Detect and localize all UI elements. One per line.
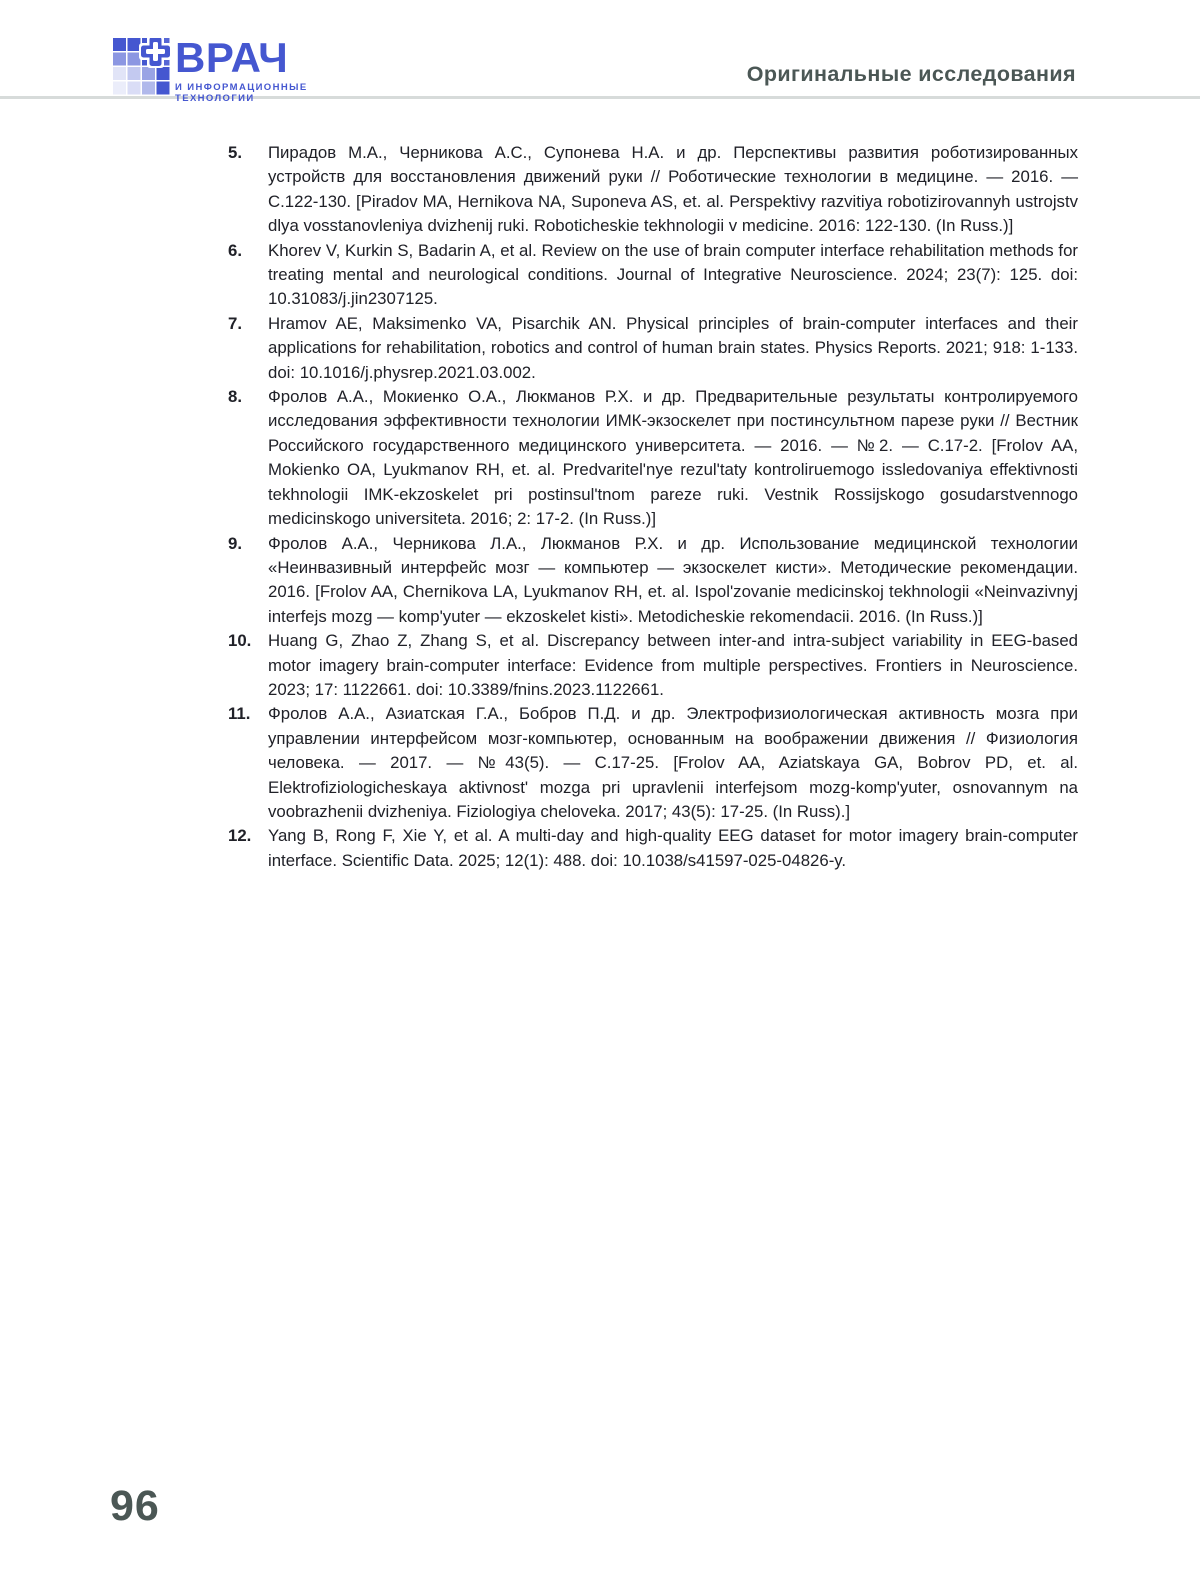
reference-item-9 <box>228 532 1078 630</box>
reference-number: 6. <box>228 240 242 260</box>
reference-text: Hramov AE, Maksimenko VA, Pisarchik AN. Physical principles of brain-computer interfaces and their applications for rehabilitation, robotics and control of human brain states. Physics Reports. 2021; 918: 1-133. doi: 10.1016/j.physrep.2021.03.002. <box>268 313 1078 382</box>
reference-number: 9. <box>228 533 242 553</box>
reference-text: Yang B, Rong F, Xie Y, et al. A multi-day and high-quality EEG dataset for motor imagery brain-computer interface. Scientific Data. 2025; 12(1): 488. doi: 10.1038/s41597-025-04826-y. <box>268 826 1078 870</box>
reference-text: Khorev V, Kurkin S, Badarin A, et al. Review on the use of brain computer interface rehabilitation methods for treating mental and neurological conditions. Journal of Integrative Neuroscience. 2024; 23(7): 125. doi: 10.31083/j.jin2307125. <box>268 240 1078 309</box>
reference-text: Фролов А.А., Азиатская Г.А., Бобров П.Д. и др. Электрофизиологическая активность мозга при управлении интерфейсом мозг-компьютер, основанным на воображении движения // Физиология человека. — 2017. — №43(5). — С.17-25. [Frolov AA, Aziatskaya GA, Bobrov PD, et. al. Elektrofiziologicheskaya aktivnost' mozga pri upravlenii interfejsom mozg-komp'yuter, osnovannym na voobrazhenii dvizheniya. Fiziologiya cheloveka. 2017; 43(5): 17-25. (In Russ).] <box>268 704 1078 821</box>
logo-grid-cross-icon <box>113 38 173 98</box>
reference-item-6 <box>228 239 1078 312</box>
reference-text: Фролов А.А., Черникова Л.А., Люкманов Р.Х. и др. Использование медицинской технологии «Неинвазивный интерфейс мозг — компьютер — экзоскелет кисти». Методические рекомендации. 2016. [Frolov AA, Chernikova LA, Lyukmanov RH, et. al. Ispol'zovanie medicinskoj tekhnologii «Neinvazivnyj interfejs mozg — komp'yuter — ekzoskelet kisti». Metodicheskie rekomendacii. 2016. (In Russ.)] <box>268 533 1078 626</box>
reference-item-10 <box>228 629 1078 702</box>
page-number: 96 <box>110 1482 160 1530</box>
reference-item-11 <box>228 702 1078 824</box>
reference-number: 7. <box>228 313 242 333</box>
reference-item-12 <box>228 824 1078 873</box>
logo-text <box>175 34 308 105</box>
reference-number: 10. <box>228 631 252 651</box>
section-title: Оригинальные исследования <box>746 62 1076 86</box>
journal-logo <box>113 34 308 105</box>
reference-number: 12. <box>228 826 252 846</box>
reference-text: Huang G, Zhao Z, Zhang S, et al. Discrepancy between inter-and intra-subject variability in EEG-based motor imagery brain-computer interface: Evidence from multiple perspectives. Frontiers in Neuroscience. 2023; 17: 1122661. doi: 10.3389/fnins.2023.1122661. <box>268 631 1078 699</box>
page-header <box>0 0 1200 105</box>
reference-number: 8. <box>228 387 242 407</box>
reference-item-5 <box>228 141 1078 239</box>
reference-text: Фролов А.А., Мокиенко О.А., Люкманов Р.Х. и др. Предварительные результаты контролируемого исследования эффективности технологии ИМК-экзоскелет при постинсультном парезе руки // Вестник Российского государственного медицинского университета. — 2016. — №2. — С.17-2. [Frolov AA, Mokienko OA, Lyukmanov RH, et. al. Predvaritel'nye rezul'taty kontroliruemogo issledovaniya effektivnosti tekhnologii IMK-ekzoskelet pri postinsul'tnom pareze ruki. Vestnik Rossijskogo gosudarstvennogo medicinskogo universiteta. 2016; 2: 17-2. (In Russ.)] <box>268 387 1078 529</box>
reference-number: 11. <box>228 704 251 724</box>
reference-item-8 <box>228 385 1078 531</box>
reference-item-7 <box>228 312 1078 385</box>
references-list <box>228 141 1078 873</box>
logo-subtitle-line1: И ИНФОРМАЦИОННЫЕ <box>175 81 308 93</box>
logo-subtitle-line2: ТЕХНОЛОГИИ <box>175 93 255 105</box>
reference-number: 5. <box>228 143 242 162</box>
reference-text: Пирадов М.А., Черникова А.С., Супонева Н.А. и др. Перспективы развития роботизированных устройств для восстановления движений руки // Роботические технологии в медицине. — 2016. — С.122-130. [Piradov MA, Hernikova NA, Suponeva AS, et. al. Perspektivy razvitiya robotizirovannyh ustrojstv dlya vosstanovleniya dvizhenij ruki. Roboticheskie tekhnologii v medicine. 2016: 122-130. (In Russ.)] <box>268 143 1078 236</box>
logo-subtitle <box>175 82 308 105</box>
logo-title: ВРАЧ <box>175 34 289 81</box>
